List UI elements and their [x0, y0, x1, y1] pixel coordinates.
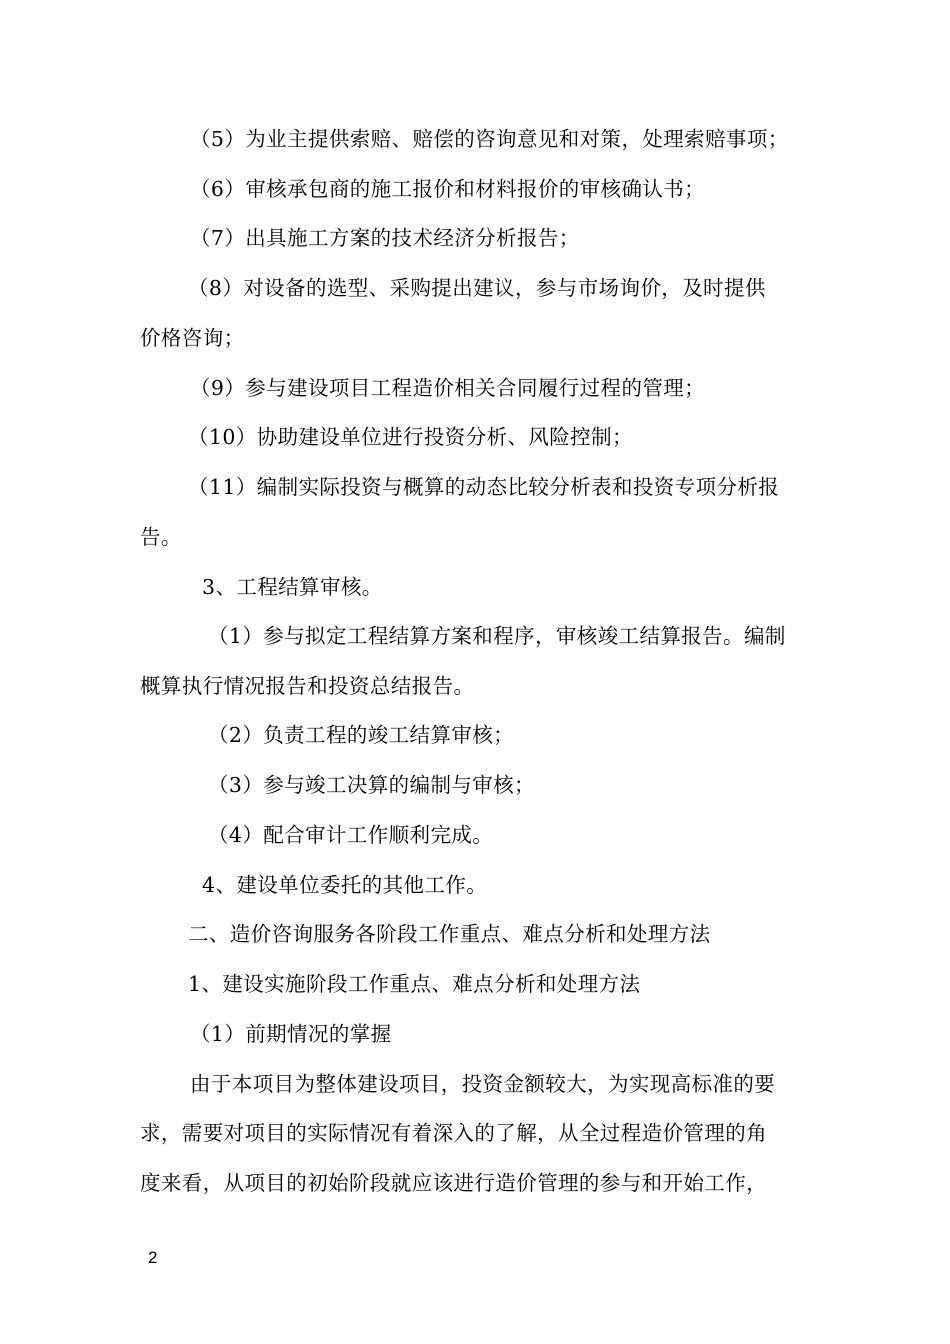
section-3-item-4-line: （4）配合审计工作顺利完成。	[208, 823, 494, 847]
item-8-line-1: （8）对设备的选型、采购提出建议，参与市场询价，及时提供	[188, 276, 766, 300]
section-3-item-2-line: （2）负责工程的竣工结算审核；	[208, 723, 515, 747]
item-11-line-1: （11）编制实际投资与概算的动态比较分析表和投资专项分析报	[188, 475, 780, 499]
item-6-line: （6）审核承包商的施工报价和材料报价的审核确认书；	[190, 177, 706, 201]
section-3-item-1-line-1: （1）参与拟定工程结算方案和程序，审核竣工结算报告。编制	[208, 624, 786, 648]
section-3-item-1-line-2: 概算执行情况报告和投资总结报告。	[140, 674, 475, 698]
item-5-line: （5）为业主提供索赔、赔偿的咨询意见和对策，处理索赔事项；	[190, 127, 789, 151]
section-3-heading: 3、工程结算审核。	[202, 575, 383, 599]
subsection-1-item-1-heading: （1）前期情况的掌握	[190, 1022, 392, 1046]
body-paragraph-line-3: 度来看，从项目的初始阶段就应该进行造价管理的参与和开始工作，	[140, 1171, 767, 1195]
item-7-line: （7）出具施工方案的技术经济分析报告；	[190, 226, 580, 250]
body-paragraph-line-1: 由于本项目为整体建设项目，投资金额较大，为实现高标准的要	[190, 1072, 776, 1096]
section-3-item-3-line: （3）参与竣工决算的编制与审核；	[208, 773, 535, 797]
page-number: 2	[148, 1248, 158, 1267]
item-11-line-2: 告。	[140, 525, 182, 549]
section-4-heading: 4、建设单位委托的其他工作。	[202, 873, 488, 897]
subsection-1-heading: 1、建设实施阶段工作重点、难点分析和处理方法	[188, 972, 641, 996]
chapter-2-heading: 二、造价咨询服务各阶段工作重点、难点分析和处理方法	[188, 922, 711, 946]
item-9-line: （9）参与建设项目工程造价相关合同履行过程的管理；	[190, 376, 706, 400]
item-8-line-2: 价格咨询；	[140, 326, 245, 350]
item-10-line: （10）协助建设单位进行投资分析、风险控制；	[188, 425, 633, 449]
body-paragraph-line-2: 求，需要对项目的实际情况有着深入的了解，从全过程造价管理的角	[140, 1121, 767, 1145]
